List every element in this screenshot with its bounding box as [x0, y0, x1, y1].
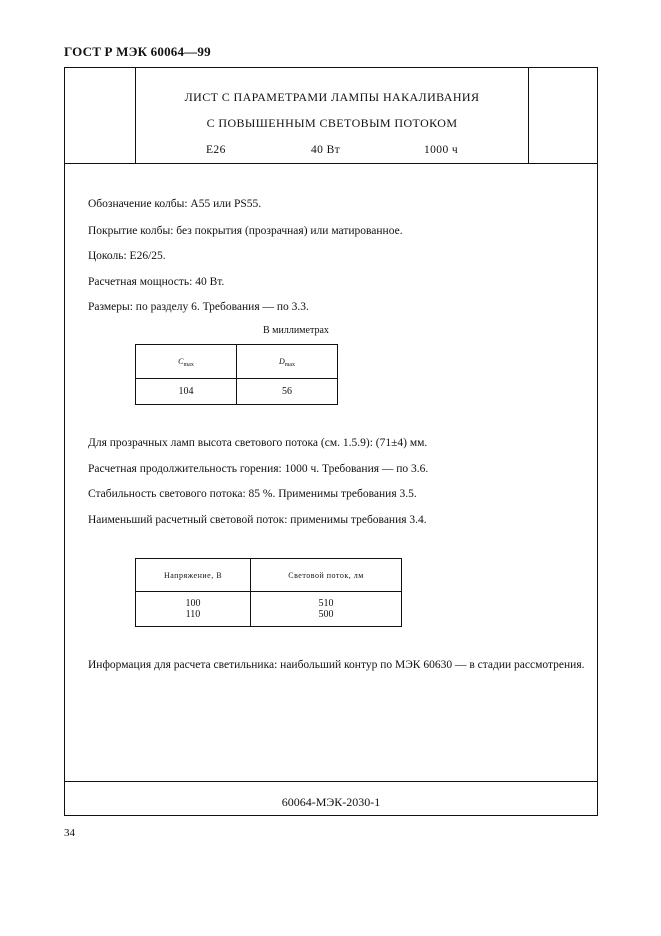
table-row [136, 559, 402, 592]
page-number: 34 [64, 827, 75, 839]
min-luminous-flux: Наименьший расчетный световой поток: применимы требования 3.4. [88, 514, 427, 526]
spec-power: 40 Вт [311, 144, 341, 156]
bulb-designation: Обозначение колбы: А55 или PS55. [88, 198, 262, 210]
table-header-cell: $D_{max}$ [237, 345, 338, 379]
spec-life: 1000 ч [424, 144, 459, 156]
table-row [136, 379, 338, 405]
dimensions-units: В миллиметрах [263, 325, 329, 336]
flux-height: Для прозрачных ламп высота светового потока (см. 1.5.9): (71±4) мм. [88, 437, 428, 449]
header-right-cell [528, 68, 598, 163]
spec-base: E26 [206, 144, 226, 156]
table-header-cell: Световой поток, лм [251, 559, 402, 592]
table-row [136, 592, 402, 627]
flux-stability: Стабильность светового потока: 85 %. Применимы требования 3.5. [88, 488, 417, 500]
parameter-sheet-frame [64, 67, 598, 816]
table-cell: 100 110 [136, 592, 251, 627]
table-cell: 510 500 [251, 592, 402, 627]
dimensions-table [135, 344, 338, 405]
luminaire-design-info: Информация для расчета светильника: наибольший контур по МЭК 60630 — в стадии рассмотрения. [88, 659, 585, 671]
cap-type: Цоколь: E26/25. [88, 250, 166, 262]
sheet-title-line2: С ПОВЫШЕННЫМ СВЕТОВЫМ ПОТОКОМ [206, 116, 458, 130]
sheet-id: 60064-МЭК-2030-1 [281, 795, 381, 809]
header-title-cell [136, 68, 528, 163]
rated-power: Расчетная мощность: 40 Вт. [88, 276, 225, 288]
header-left-cell [65, 68, 136, 163]
table-cell: 56 [237, 379, 338, 405]
document-code: ГОСТ Р МЭК 60064—99 [64, 44, 211, 59]
rated-life: Расчетная продолжительность горения: 1000 ч. Требования — по 3.6. [88, 463, 429, 475]
bulb-coating: Покрытие колбы: без покрытия (прозрачная) или матированное. [88, 225, 403, 237]
sheet-header [65, 68, 597, 164]
sheet-footer [65, 781, 597, 816]
sheet-title-line1: ЛИСТ С ПАРАМЕТРАМИ ЛАМПЫ НАКАЛИВАНИЯ [184, 90, 480, 104]
voltage-flux-table [135, 558, 402, 627]
table-row [136, 345, 338, 379]
table-header-cell: $C_{max}$ [136, 345, 237, 379]
table-cell: 104 [136, 379, 237, 405]
table-header-cell: Напряжение, В [136, 559, 251, 592]
dimensions-note: Размеры: по разделу 6. Требования — по 3.3. [88, 301, 309, 313]
